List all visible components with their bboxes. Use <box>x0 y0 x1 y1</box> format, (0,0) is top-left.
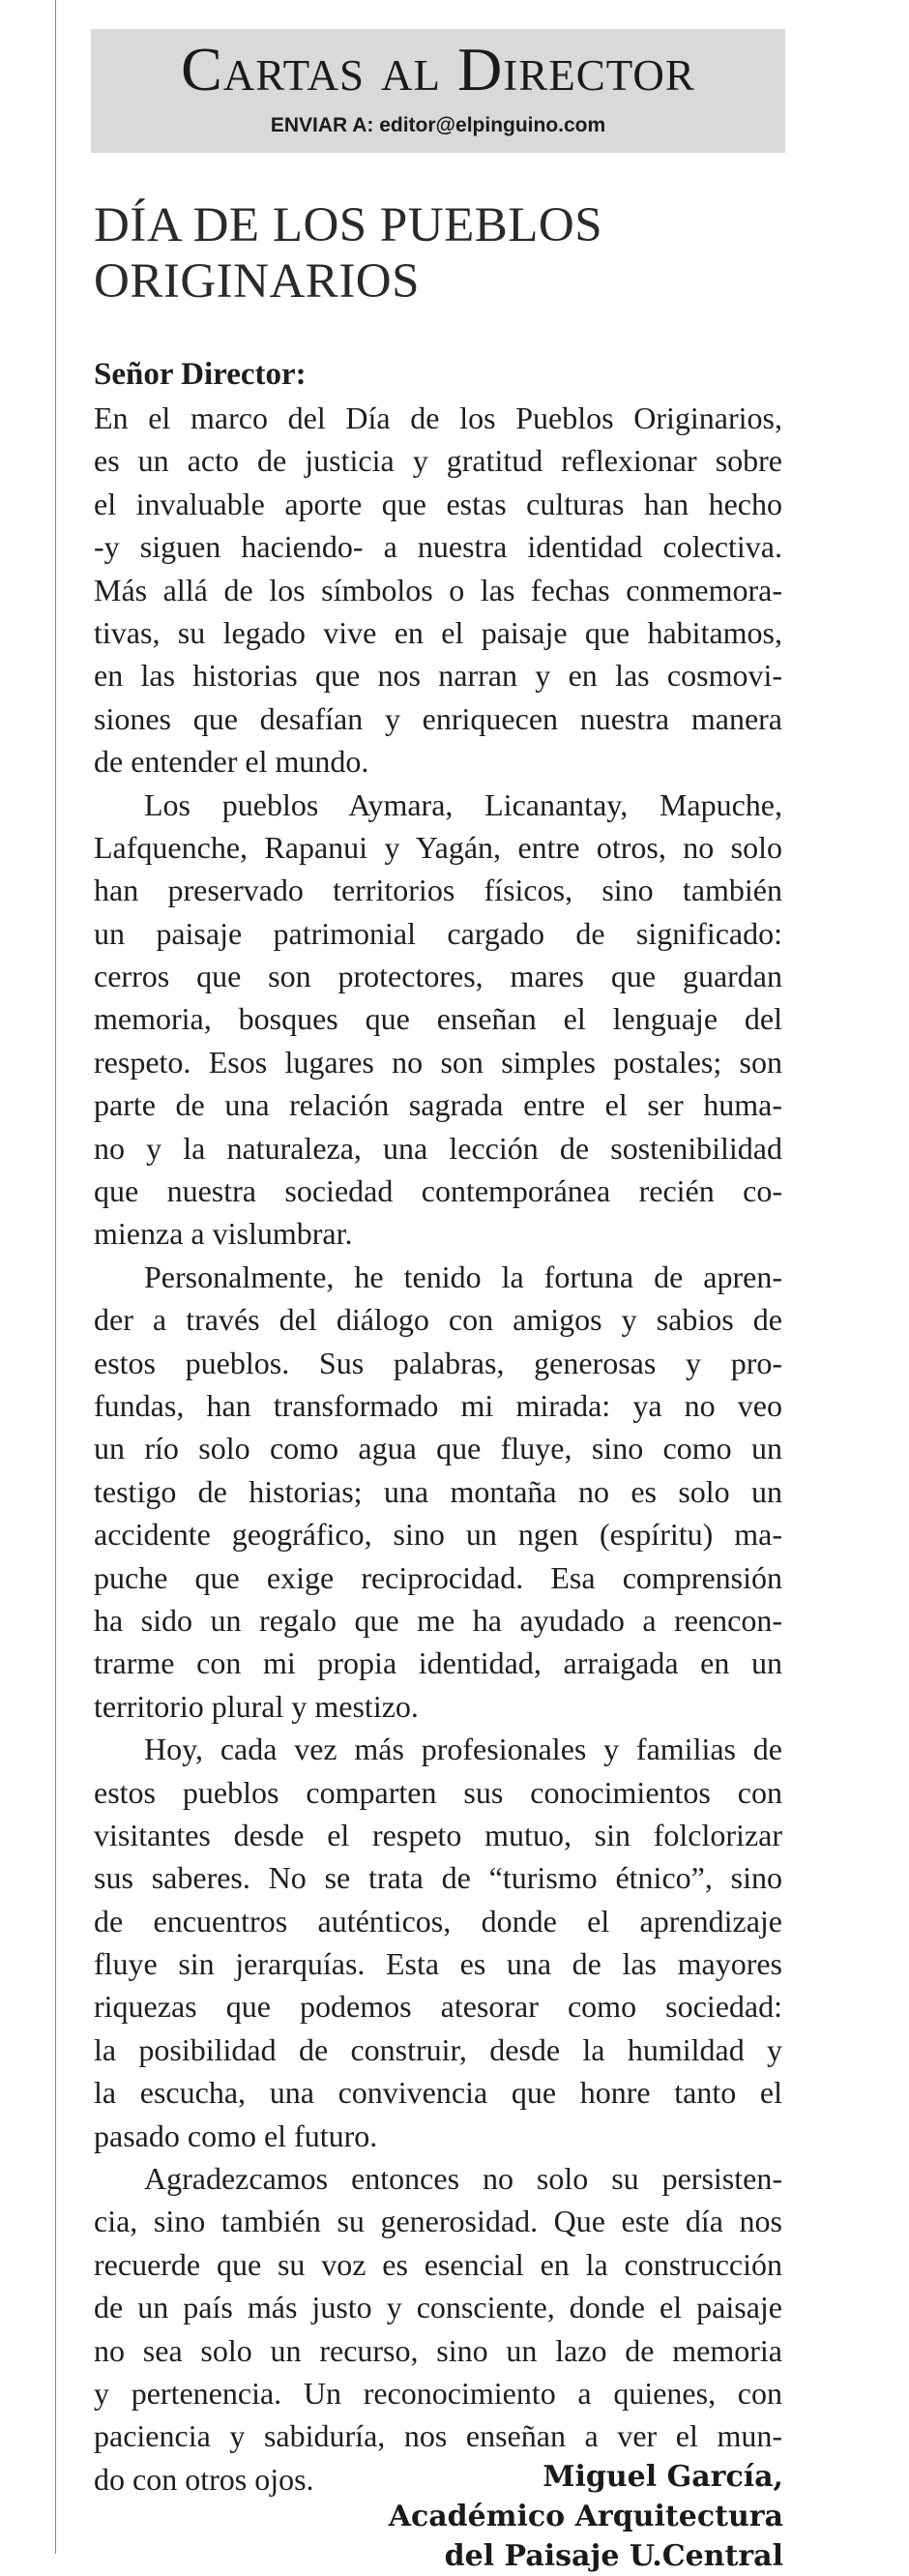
paragraph-line: Agradezcamos entonces no solo su persisten- <box>144 2161 782 2197</box>
column-rule <box>55 0 56 2554</box>
send-to-email: ENVIAR A: editor@elpinguino.com <box>270 114 606 136</box>
paragraph-line: territorio plural y mestizo. <box>94 1688 419 1724</box>
paragraph-line: visitantes desde el respeto mutuo, sin folclorizar <box>94 1817 782 1852</box>
signature-block <box>389 2457 783 2576</box>
paragraph-line: de encuentros auténticos, donde el aprendizaje <box>94 1903 782 1939</box>
paragraph-line: el invaluable aporte que estas culturas han hecho <box>94 486 782 521</box>
headline-line: DÍA DE LOS PUEBLOS <box>94 198 603 252</box>
paragraph-line: der a través del diálogo con amigos y sabios de <box>94 1302 782 1338</box>
paragraph-line: cerros que son protectores, mares que guardan <box>94 959 782 994</box>
paragraph-line: memoria, bosques que enseñan el lenguaje del <box>94 1001 782 1037</box>
signature-name: Miguel García, <box>542 2460 783 2494</box>
paragraph-line: mienza a vislumbrar. <box>94 1216 353 1252</box>
paragraph-line: recuerde que su voz es esencial en la construcción <box>94 2246 782 2282</box>
paragraph-line: accidente geográfico, sino un ngen (espíritu) ma- <box>94 1517 782 1553</box>
paragraph-line: fluye sin jerarquías. Esta es una de las mayores <box>94 1946 782 1982</box>
paragraph-line: en las historias que nos narran y en las cosmovi- <box>94 658 782 694</box>
paragraph-line: no sea solo un recurso, sino un lazo de memoria <box>94 2332 782 2368</box>
letter-headline <box>94 197 790 310</box>
paragraph-line: de entender el mundo. <box>94 744 369 780</box>
paragraph-line: y pertenencia. Un reconocimiento a quienes, con <box>94 2375 782 2411</box>
paragraph-line: parte de una relación sagrada entre el ser huma- <box>94 1087 782 1123</box>
paragraph-line: do con otros ojos. <box>94 2461 314 2497</box>
paragraph-line: Los pueblos Aymara, Licanantay, Mapuche, <box>144 786 782 822</box>
signature-role: Académico Arquitectura <box>388 2500 783 2533</box>
paragraph-line: no y la naturaleza, una lección de sostenibilidad <box>94 1130 782 1166</box>
paragraph-line: un río solo como agua que fluye, sino como un <box>94 1431 782 1466</box>
paragraph-line: trarme con mi propia identidad, arraigada en un <box>94 1645 782 1681</box>
paragraph-line: tivas, su legado vive en el paisaje que habitamos, <box>94 614 782 650</box>
paragraph-line: de un país más justo y consciente, donde el paisaje <box>94 2290 782 2325</box>
paragraph-line: un paisaje patrimonial cargado de significado: <box>94 915 782 951</box>
paragraph-line: cia, sino también su generosidad. Que este día nos <box>94 2204 782 2239</box>
paragraph-line: paciencia y sabiduría, nos enseñan a ver el mun- <box>94 2418 782 2454</box>
letter-body <box>94 397 782 2501</box>
paragraph-line: riquezas que podemos atesorar como sociedad: <box>94 1989 782 2025</box>
paragraph-line: que nuestra sociedad contemporánea recién co- <box>94 1173 782 1209</box>
paragraph-line: sus saberes. No se trata de “turismo étnico”, sino <box>94 1860 782 1896</box>
paragraph-line: la posibilidad de construir, desde la humildad y <box>94 2031 782 2067</box>
paragraph-line: En el marco del Día de los Pueblos Originarios, <box>94 400 782 435</box>
paragraph-line: puche que exige reciprocidad. Esa comprensión <box>94 1559 782 1595</box>
paragraph-line: Más allá de los símbolos o las fechas conmemora- <box>94 572 782 607</box>
salutation: Señor Director: <box>94 357 307 392</box>
paragraph-line: ha sido un regalo que me ha ayudado a reencon- <box>94 1602 782 1638</box>
paragraph-line: estos pueblos comparten sus conocimientos con <box>94 1774 782 1810</box>
signature-affiliation: del Paisaje U.Central <box>444 2539 783 2573</box>
paragraph-line: es un acto de justicia y gratitud reflexionar sobre <box>94 443 782 479</box>
paragraph-line: estos pueblos. Sus palabras, generosas y pro- <box>94 1345 782 1380</box>
paragraph-line: Hoy, cada vez más profesionales y familias de <box>144 1732 782 1767</box>
paragraph-line: han preservado territorios físicos, sino también <box>94 873 782 908</box>
paragraph-line: Personalmente, he tenido la fortuna de apren- <box>144 1258 782 1294</box>
paragraph-line: pasado como el futuro. <box>94 2117 378 2153</box>
paragraph-line: respeto. Esos lugares no son simples postales; son <box>94 1044 782 1080</box>
paragraph-line: testigo de historias; una montaña no es solo un <box>94 1473 782 1509</box>
section-title: Cartas al Director <box>181 35 695 104</box>
paragraph-line: Lafquenche, Rapanui y Yagán, entre otros, no solo <box>94 829 782 865</box>
paragraph-line: -y siguen haciendo- a nuestra identidad colectiva. <box>94 529 782 565</box>
headline-line: ORIGINARIOS <box>94 254 420 309</box>
paragraph-line: fundas, han transformado mi mirada: ya no veo <box>94 1387 782 1423</box>
paragraph-line: siones que desafían y enriquecen nuestra manera <box>94 700 782 736</box>
paragraph-line: la escucha, una convivencia que honre tanto el <box>94 2075 782 2111</box>
